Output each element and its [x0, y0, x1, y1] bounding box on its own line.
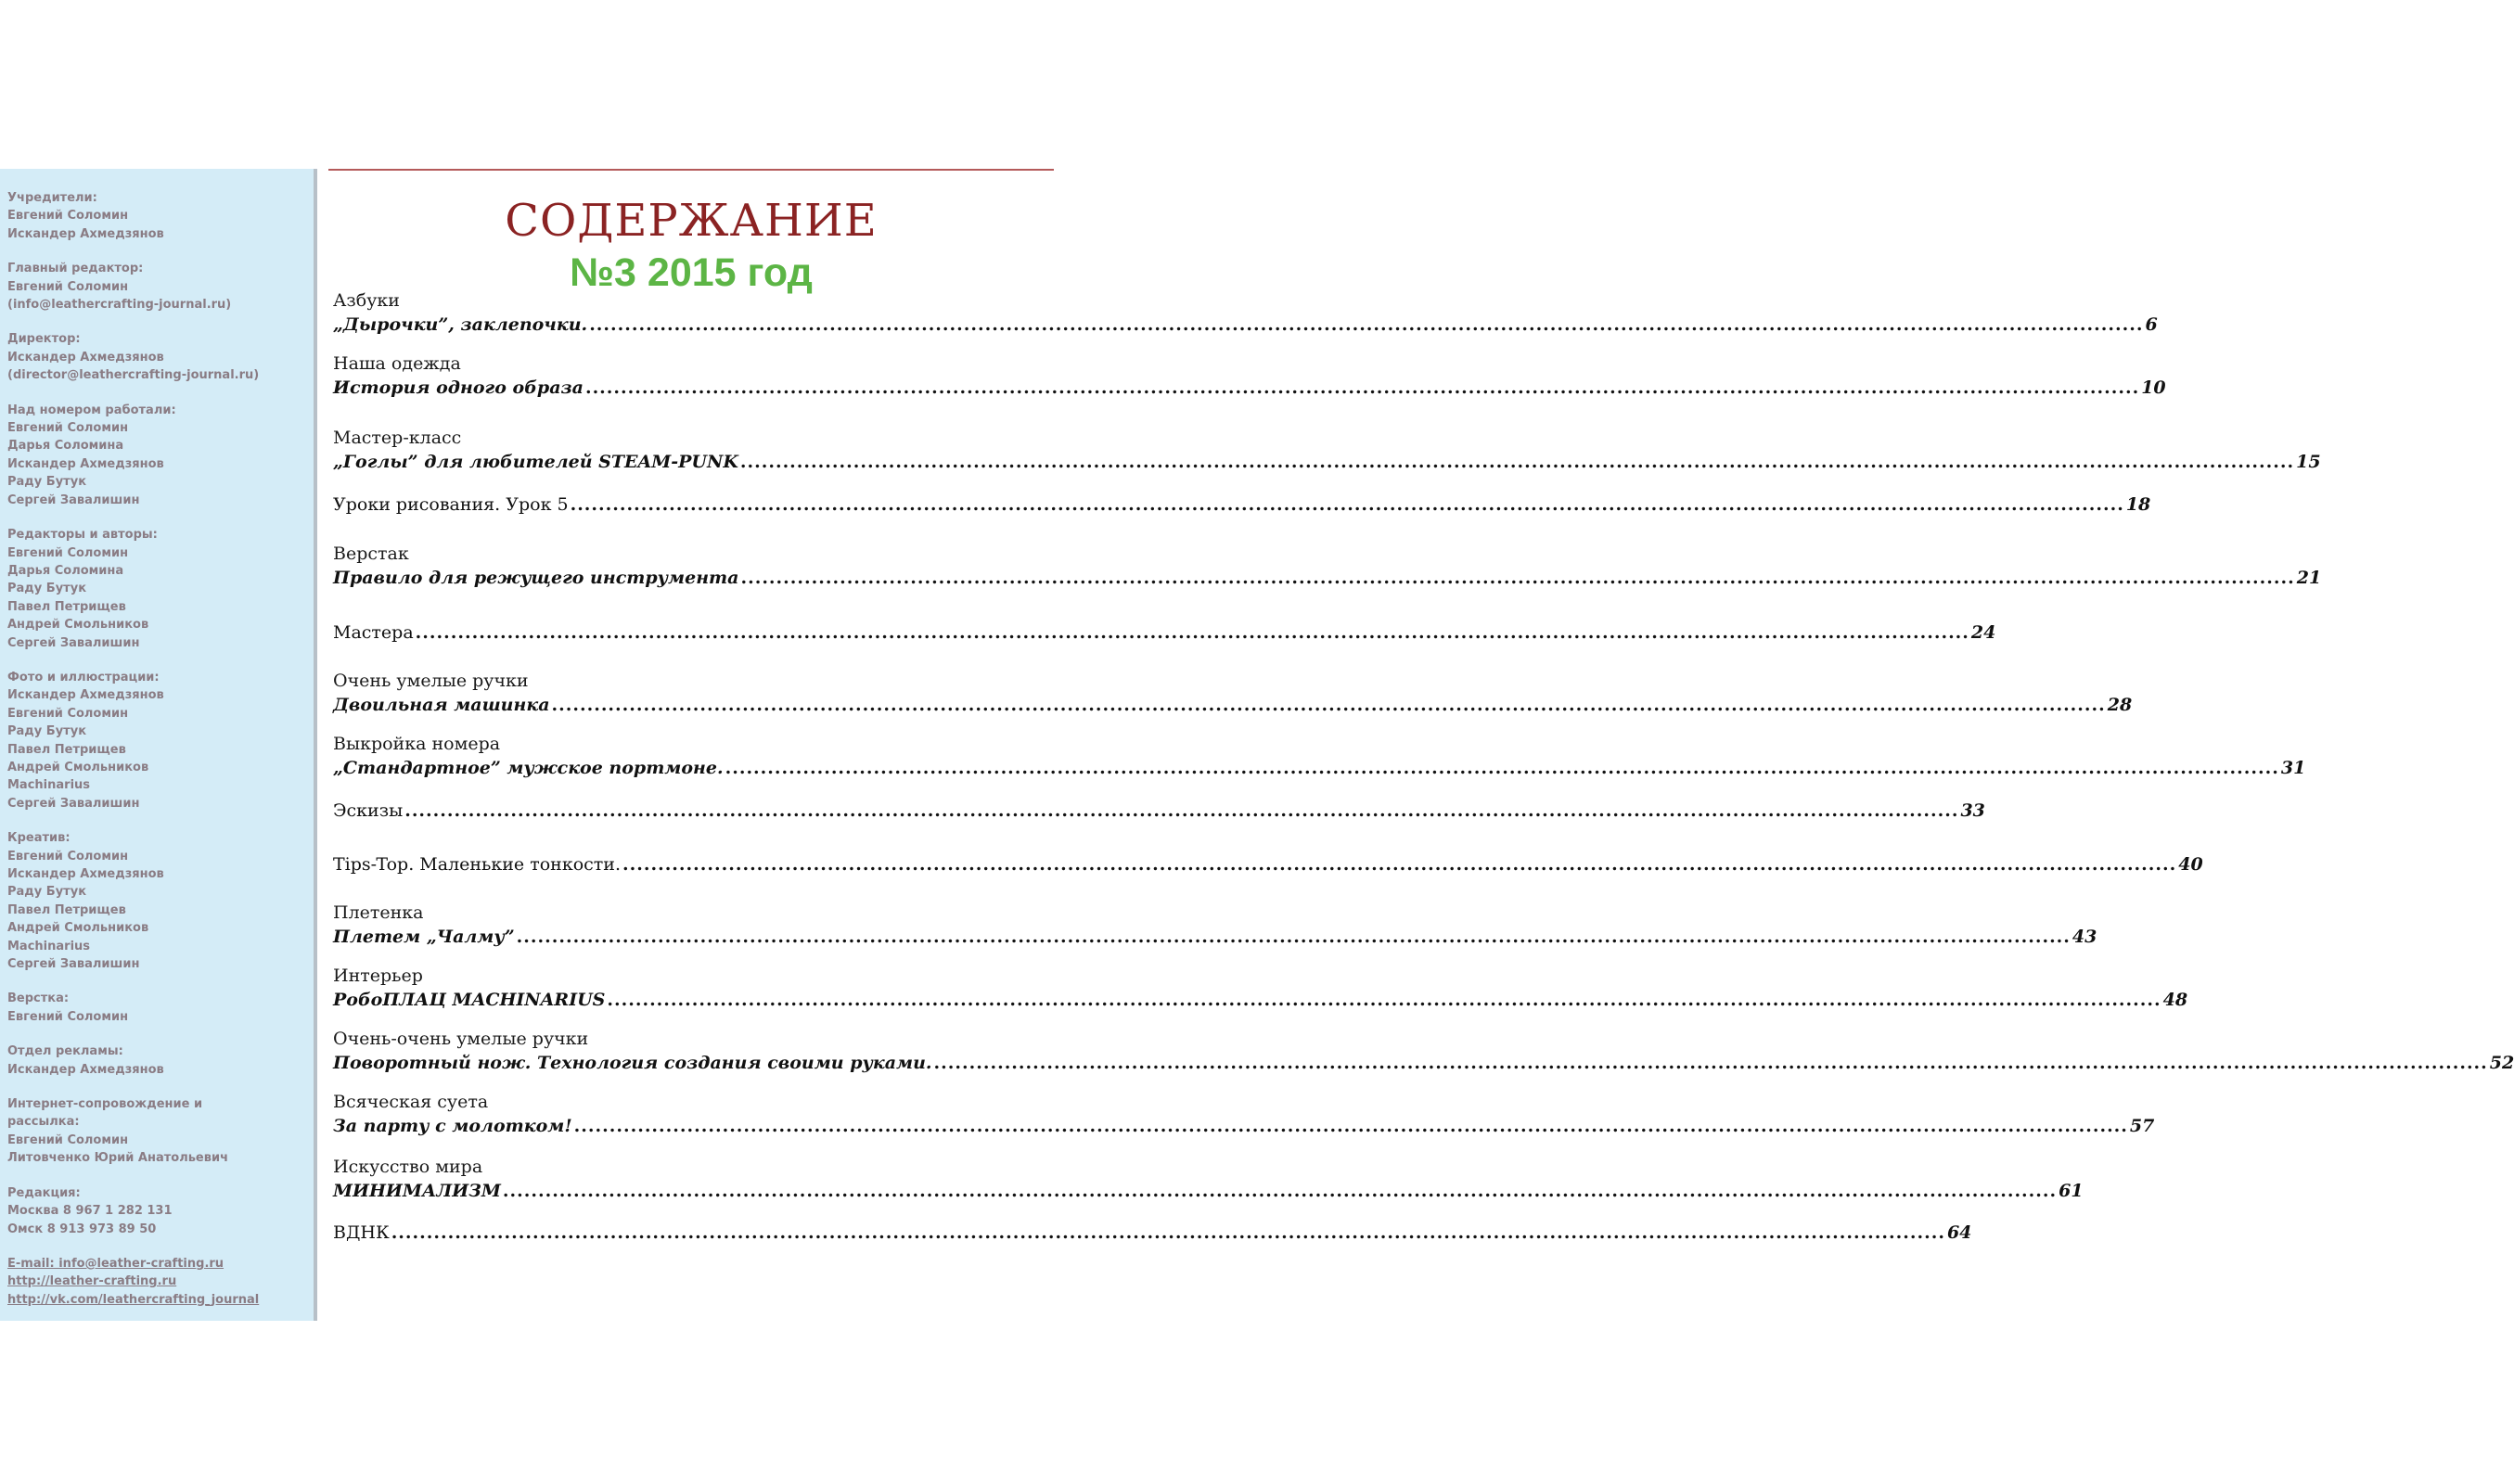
toc-row — [333, 692, 2133, 718]
toc-entry[interactable] — [333, 620, 1996, 646]
credits-line: Раду Бутук — [7, 475, 87, 490]
credits-group — [7, 669, 314, 812]
toc-page-number: 21 — [2296, 568, 2322, 588]
credits-line: Евгений Соломин — [7, 421, 129, 436]
toc-entry[interactable] — [333, 543, 2322, 591]
toc-article-title: ВДНК — [333, 1222, 390, 1243]
credits-line: Искандер Ахмедзянов — [7, 867, 164, 881]
toc-entry[interactable] — [333, 427, 2321, 475]
credits-line: рассылка: — [7, 1115, 80, 1130]
credits-role-label: Главный редактор: — [7, 262, 144, 276]
credits-line: (director@leathercrafting-journal.ru) — [7, 368, 260, 383]
toc-entry[interactable] — [333, 902, 2097, 950]
toc-entry[interactable] — [333, 1091, 2155, 1139]
toc-dot-leader: ............................................................................................................................................................................................................................ — [516, 927, 2071, 947]
credits-line: (info@leathercrafting-journal.ru) — [7, 298, 232, 313]
toc-page-number: 40 — [2178, 854, 2203, 875]
credits-group — [7, 526, 314, 652]
toc-entry[interactable] — [333, 733, 2306, 781]
toc-article-title: „Дырочки”, заклепочки. — [333, 314, 588, 335]
toc-section-label: Интерьер — [333, 966, 423, 986]
credits-line: Андрей Смольников — [7, 760, 149, 774]
toc-row — [333, 565, 2322, 591]
toc-entry[interactable] — [333, 670, 2133, 718]
credits-line: Искандер Ахмедзянов — [7, 226, 164, 241]
toc-article-title: Эскизы — [333, 800, 404, 821]
toc-row — [333, 312, 2158, 338]
credits-line: Дарья Соломина — [7, 439, 124, 454]
credits-line: Андрей Смольников — [7, 921, 149, 936]
toc-article-title: Правило для режущего инструмента — [333, 568, 739, 588]
credits-line: Раду Бутук — [7, 582, 87, 596]
credits-role-label: Редакторы и авторы: — [7, 528, 158, 543]
toc-dot-leader: ............................................................................................................................................................................................................................ — [589, 314, 2144, 335]
credits-line: Евгений Соломин — [7, 849, 129, 864]
toc-article-title: Плетем „Чалму” — [333, 927, 515, 947]
header-rule — [328, 169, 1054, 171]
credits-role-label: Верстка: — [7, 991, 70, 1006]
credits-line: Евгений Соломин — [7, 545, 129, 560]
toc-entry[interactable] — [333, 289, 2158, 338]
toc-entry[interactable] — [333, 492, 2151, 518]
toc-section-label: Азбуки — [333, 290, 400, 311]
toc-entry[interactable] — [333, 851, 2203, 877]
toc-row — [333, 798, 1985, 824]
credits-line: Евгений Соломин — [7, 1009, 129, 1024]
toc-page-number: 6 — [2145, 314, 2158, 335]
credits-line: Сергей Завалишин — [7, 957, 140, 972]
credits-line: Павел Петрищев — [7, 902, 126, 917]
toc-dot-leader: ............................................................................................................................................................................................................................ — [739, 452, 2295, 472]
toc-entry[interactable] — [333, 798, 1985, 824]
contacts-group — [7, 1255, 314, 1309]
credits-group — [7, 1095, 314, 1168]
credits-role-label: Креатив: — [7, 831, 71, 846]
credits-line: Искандер Ахмедзянов — [7, 350, 164, 365]
toc-row — [333, 449, 2321, 475]
credits-role-label: Учредители: — [7, 191, 97, 205]
toc-entry[interactable] — [333, 965, 2188, 1013]
credits-group — [7, 402, 314, 509]
credits-line: Дарья Соломина — [7, 563, 124, 578]
contact-link[interactable]: http://leather-crafting.ru — [7, 1274, 177, 1289]
credits-panel — [0, 169, 317, 1321]
credits-line: Machinarius — [7, 939, 91, 953]
toc-article-title: Уроки рисования. Урок 5 — [333, 494, 569, 515]
toc-section-label: Наша одежда — [333, 353, 461, 374]
toc-page-number: 57 — [2129, 1116, 2155, 1136]
credits-line: Евгений Соломин — [7, 706, 129, 721]
toc-dot-leader: ............................................................................................................................................................................................................................ — [740, 568, 2295, 588]
toc-entry[interactable] — [333, 1028, 2514, 1076]
credits-line: Сергей Завалишин — [7, 796, 140, 811]
toc-page-number: 28 — [2107, 695, 2133, 715]
credits-group — [7, 1043, 314, 1079]
credits-line: Литовченко Юрий Анатольевич — [7, 1151, 229, 1166]
credits-line: Раду Бутук — [7, 885, 87, 900]
credits-role-label: Директор: — [7, 332, 81, 347]
toc-dot-leader: ............................................................................................................................................................................................................................ — [573, 1116, 2128, 1136]
toc-dot-leader: ............................................................................................................................................................................................................................ — [584, 377, 2140, 398]
toc-page-number: 10 — [2141, 377, 2166, 398]
toc-row — [333, 1220, 1972, 1246]
toc-dot-leader: ............................................................................................................................................................................................................................ — [404, 800, 1959, 821]
toc-row — [333, 987, 2188, 1013]
toc-section-label: Искусство мира — [333, 1157, 483, 1177]
credits-line: Искандер Ахмедзянов — [7, 456, 164, 471]
credits-role-label: Отдел рекламы: — [7, 1044, 123, 1059]
credits-line: Омск 8 913 973 89 50 — [7, 1222, 157, 1236]
issue-subtitle: №3 2015 год — [570, 250, 813, 295]
toc-page-number: 24 — [1970, 622, 1996, 643]
toc-dot-leader: ............................................................................................................................................................................................................................ — [933, 1053, 2488, 1073]
toc-dot-leader: ............................................................................................................................................................................................................................ — [391, 1222, 1945, 1243]
toc-article-title: „Гоглы” для любителей STEAM-PUNK — [333, 452, 738, 472]
toc-article-title: За парту с молотком! — [333, 1116, 572, 1136]
toc-dot-leader: ............................................................................................................................................................................................................................ — [415, 622, 1969, 643]
toc-entry[interactable] — [333, 1220, 1972, 1246]
credits-line: Павел Петрищев — [7, 599, 126, 614]
toc-article-title: МИНИМАЛИЗМ — [333, 1181, 501, 1201]
toc-dot-leader: ............................................................................................................................................................................................................................ — [607, 990, 2161, 1010]
toc-entry[interactable] — [333, 352, 2166, 401]
toc-row — [333, 924, 2097, 950]
toc-article-title: Поворотный нож. Технология создания своими руками. — [333, 1053, 932, 1073]
toc-article-title: „Стандартное” мужское портмоне. — [333, 758, 724, 778]
credits-line: Павел Петрищев — [7, 742, 126, 757]
toc-title: СОДЕРЖАНИЕ — [505, 195, 878, 247]
toc-row — [333, 620, 1996, 646]
toc-section-label: Очень умелые ручки — [333, 671, 529, 691]
toc-dot-leader: ............................................................................................................................................................................................................................ — [570, 494, 2124, 515]
toc-section-label: Мастер-класс — [333, 428, 462, 448]
toc-article-title: Tips-Top. Маленькие тонкости. — [333, 854, 621, 875]
credits-line: Machinarius — [7, 778, 91, 793]
contact-link[interactable]: http://vk.com/leathercrafting_journal — [7, 1292, 260, 1307]
credits-line: Искандер Ахмедзянов — [7, 1062, 164, 1077]
toc-row — [333, 1050, 2514, 1076]
toc-row — [333, 851, 2203, 877]
credits-line: Сергей Завалишин — [7, 493, 140, 507]
toc-row — [333, 755, 2306, 781]
credits-group — [7, 260, 314, 313]
toc-dot-leader: ............................................................................................................................................................................................................................ — [502, 1181, 2058, 1201]
contact-link[interactable]: E-mail: info@leather-crafting.ru — [7, 1256, 224, 1271]
toc-page-number: 64 — [1946, 1222, 1972, 1243]
toc-page-number: 48 — [2162, 990, 2188, 1010]
toc-article-title: История одного образа — [333, 377, 584, 398]
credits-role-label: Интернет-сопровождение и — [7, 1097, 203, 1112]
toc-page-number: 61 — [2059, 1181, 2084, 1201]
toc-page-number: 18 — [2125, 494, 2151, 515]
toc-dot-leader: ............................................................................................................................................................................................................................ — [551, 695, 2106, 715]
credits-line: Москва 8 967 1 282 131 — [7, 1204, 173, 1219]
toc-page-number: 43 — [2071, 927, 2097, 947]
toc-row — [333, 375, 2166, 401]
credits-line: Сергей Завалишин — [7, 635, 140, 650]
toc-article-title: Мастера — [333, 622, 414, 643]
credits-line: Андрей Смольников — [7, 618, 149, 633]
toc-page-number: 31 — [2280, 758, 2306, 778]
toc-article-title: РобоПЛАЦ MACHINARIUS — [333, 990, 606, 1010]
toc-entry[interactable] — [333, 1156, 2084, 1204]
credits-group — [7, 990, 314, 1026]
credits-group — [7, 829, 314, 973]
credits-role-label: Фото и иллюстрации: — [7, 670, 160, 684]
toc-page-number: 33 — [1960, 800, 1985, 821]
credits-line: Евгений Соломин — [7, 1132, 129, 1147]
credits-line: Искандер Ахмедзянов — [7, 688, 164, 703]
toc-section-label: Всяческая суета — [333, 1092, 489, 1112]
credits-group — [7, 330, 314, 384]
credits-role-label: Над номером работали: — [7, 403, 176, 417]
credits-role-label: Редакция: — [7, 1185, 81, 1200]
toc-section-label: Выкройка номера — [333, 734, 501, 754]
credits-line: Евгений Соломин — [7, 209, 129, 224]
toc-dot-leader: ............................................................................................................................................................................................................................ — [725, 758, 2279, 778]
toc-article-title: Двоильная машинка — [333, 695, 550, 715]
toc-section-label: Плетенка — [333, 902, 424, 923]
toc-section-label: Очень-очень умелые ручки — [333, 1029, 589, 1049]
toc-row — [333, 1113, 2155, 1139]
toc-row — [333, 1178, 2084, 1204]
toc-row — [333, 492, 2151, 518]
toc-page-number: 52 — [2489, 1053, 2514, 1073]
toc-page-number: 15 — [2296, 452, 2321, 472]
credits-group — [7, 1184, 314, 1238]
toc-dot-leader: ............................................................................................................................................................................................................................ — [622, 854, 2177, 875]
credits-group — [7, 189, 314, 243]
toc-section-label: Верстак — [333, 544, 409, 564]
credits-line: Раду Бутук — [7, 724, 87, 739]
credits-line: Евгений Соломин — [7, 279, 129, 294]
